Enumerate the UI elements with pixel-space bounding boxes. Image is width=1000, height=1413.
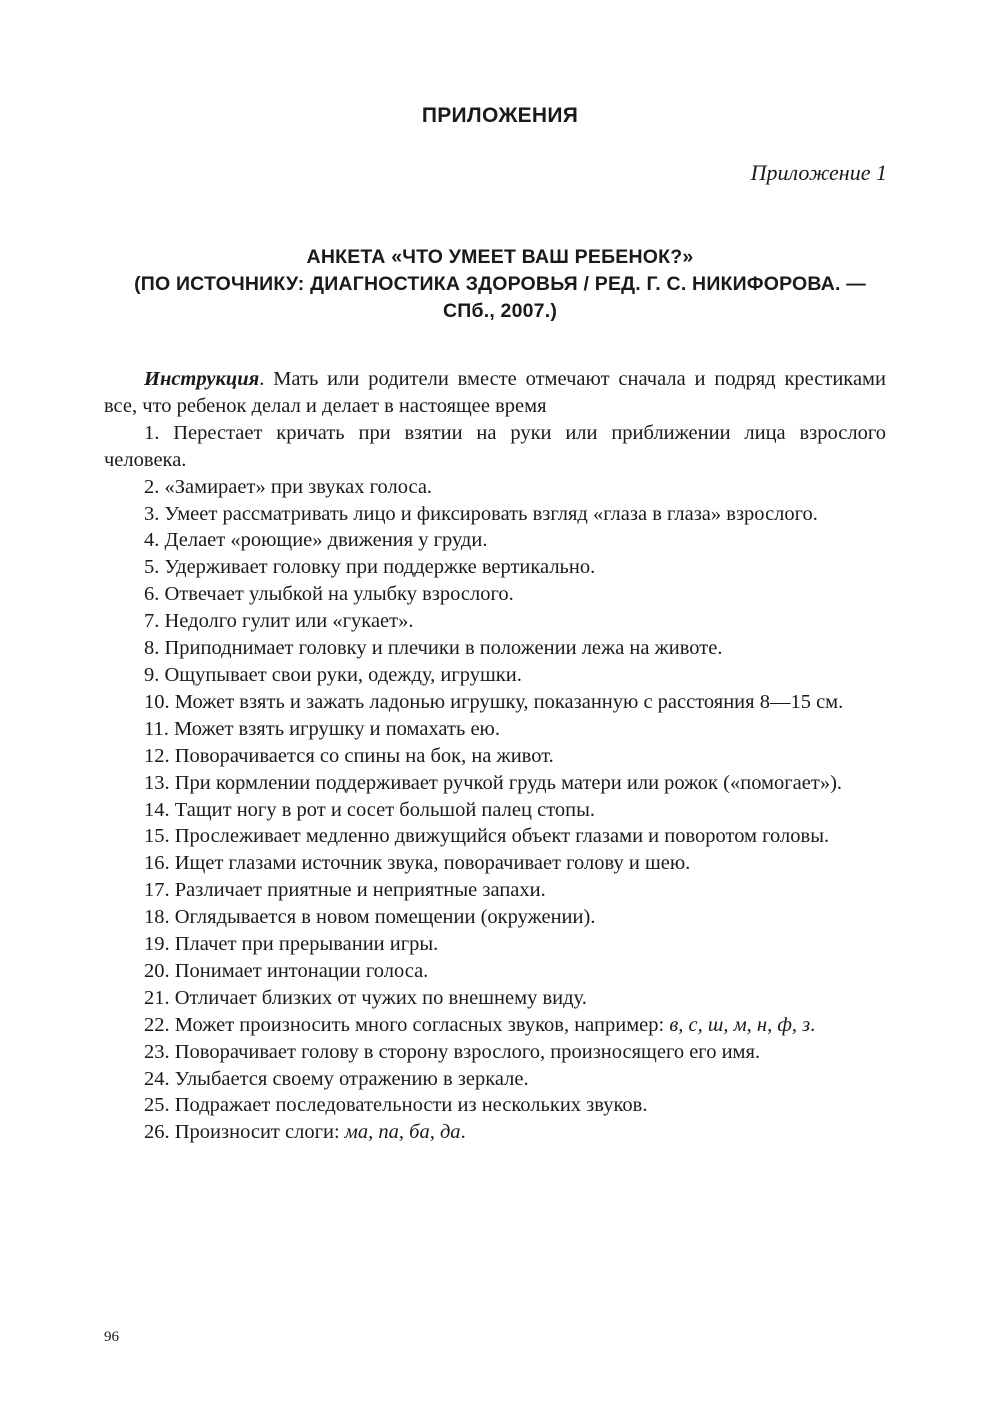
list-item: 20. Понимает интонации голоса. bbox=[144, 959, 429, 982]
list-item: 7. Недолго гулит или «гукает». bbox=[144, 610, 414, 633]
list-item: 11. Может взять игрушку и помахать ею. bbox=[144, 717, 500, 740]
instruction-paragraph bbox=[104, 366, 886, 420]
questionnaire-title bbox=[90, 244, 910, 325]
list-item: 14. Тащит ногу в рот и сосет большой палец стопы. bbox=[144, 798, 596, 821]
list-item: 2. «Замирает» при звуках голоса. bbox=[144, 475, 433, 498]
list-item: 16. Ищет глазами источник звука, поворачивает голову и шею. bbox=[144, 852, 691, 875]
instruction-text: . Мать или родители вместе отмечают сначала и подряд крестиками все, что ребенок делал и делает в настоящее время bbox=[104, 368, 886, 417]
list-item: 12. Поворачивается со спины на бок, на живот. bbox=[144, 744, 554, 767]
list-item: 24. Улыбается своему отражению в зеркале. bbox=[144, 1067, 529, 1090]
appendix-label: Приложение 1 bbox=[750, 160, 887, 185]
list-item: 18. Оглядывается в новом помещении (окружении). bbox=[144, 906, 596, 929]
list-item: 25. Подражает последовательности из нескольких звуков. bbox=[144, 1094, 648, 1117]
questionnaire-body bbox=[104, 366, 886, 1146]
list-item: 6. Отвечает улыбкой на улыбку взрослого. bbox=[144, 583, 514, 606]
list-item: 4. Делает «роющие» движения у груди. bbox=[144, 529, 488, 552]
item-26-syllables: ма, па, ба, да bbox=[344, 1121, 461, 1144]
list-item: 13. При кормлении поддерживает ручкой грудь матери или рожок («помогает»). bbox=[144, 771, 843, 794]
page-number: 96 bbox=[104, 1329, 119, 1345]
item-26-text: 26. Произносит слоги: bbox=[144, 1121, 345, 1144]
item-22-period: . bbox=[810, 1013, 816, 1036]
list-item: 5. Удерживает головку при поддержке вертикально. bbox=[144, 556, 596, 579]
section-title: ПРИЛОЖЕНИЯ bbox=[421, 104, 579, 127]
list-item: 1. Перестает кричать при взятии на руки или приближении лица взрослого человека. bbox=[104, 421, 886, 471]
item-22-text: 22. Может произносить много согласных звуков, например: bbox=[144, 1013, 670, 1036]
list-item: 23. Поворачивает голову в сторону взрослого, произносящего его имя. bbox=[144, 1040, 761, 1063]
list-item: 21. Отличает близких от чужих по внешнему виду. bbox=[144, 986, 587, 1009]
list-item: 17. Различает приятные и неприятные запахи. bbox=[144, 879, 546, 902]
item-26-period: . bbox=[460, 1121, 466, 1144]
list-item-26 bbox=[104, 1119, 886, 1146]
list-item: 9. Ощупывает свои руки, одежду, игрушки. bbox=[144, 663, 522, 686]
list-item-22 bbox=[104, 1012, 886, 1039]
list-item: 8. Приподнимает головку и плечики в положении лежа на животе. bbox=[144, 637, 723, 660]
list-item: 15. Прослеживает медленно движущийся объект глазами и поворотом головы. bbox=[144, 825, 830, 848]
list-item: 10. Может взять и зажать ладонью игрушку, показанную с расстояния 8—15 см. bbox=[144, 690, 844, 713]
instruction-label: Инструкция bbox=[144, 368, 260, 390]
questionnaire-title-line-2: (ПО ИСТОЧНИКУ: ДИАГНОСТИКА ЗДОРОВЬЯ / РЕД. Г. С. НИКИФОРОВА. — bbox=[134, 273, 866, 295]
list-item: 3. Умеет рассматривать лицо и фиксировать взгляд «глаза в глаза» взрослого. bbox=[144, 502, 818, 525]
questionnaire-title-line-3: СПб., 2007.) bbox=[442, 300, 558, 322]
item-22-sounds: в, с, ш, м, н, ф, з bbox=[669, 1013, 811, 1036]
questionnaire-title-line-1: АНКЕТА «ЧТО УМЕЕТ ВАШ РЕБЕНОК?» bbox=[306, 246, 694, 268]
list-item: 19. Плачет при прерывании игры. bbox=[144, 933, 439, 956]
